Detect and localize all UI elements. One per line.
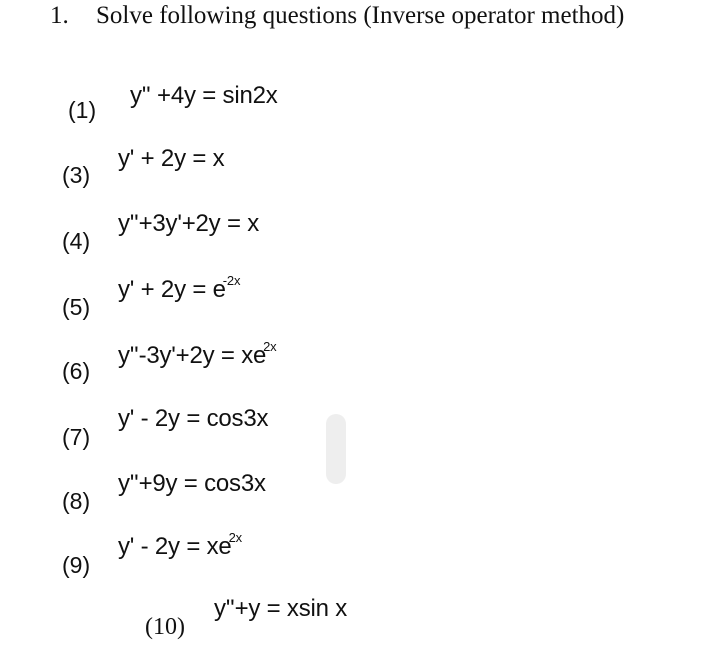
question-number: 1. [50, 2, 69, 29]
problem-label: (1) [68, 97, 97, 123]
exponent: 2x [263, 339, 277, 354]
problem-label: (4) [62, 228, 91, 254]
exponent: 2x [228, 530, 242, 545]
question-heading [50, 2, 624, 30]
problem-equation: $y' - 2y = xe^{2x}$ [118, 530, 242, 560]
problem-label: (6) [62, 358, 91, 384]
smudge-mark [326, 414, 346, 484]
exponent: -2x [222, 273, 241, 288]
problem-equation: y'' +4y = sin2x [130, 82, 278, 109]
problem-label: (3) [62, 162, 91, 188]
problem-label: (8) [62, 488, 91, 514]
problem-equation: y' + 2y = x [118, 145, 225, 172]
problem-equation: y' - 2y = cos3x [118, 405, 269, 432]
problem-equation: y''+3y'+2y = x [118, 210, 260, 237]
problem-label: (9) [62, 552, 91, 578]
problem-equation: y''+9y = cos3x [118, 470, 266, 497]
question-title: Solve following questions (Inverse operator method) [96, 2, 625, 29]
problem-equation: $y''-3y'+2y = xe^{2x}$ [118, 339, 277, 369]
problem-label: (10) [145, 614, 185, 640]
problem-label: (7) [62, 424, 91, 450]
problem-equation: y''+y = xsin x [214, 595, 348, 622]
problem-label: (5) [62, 294, 91, 320]
problem-equation: $y' + 2y = e^{-2x}$ [118, 273, 241, 303]
